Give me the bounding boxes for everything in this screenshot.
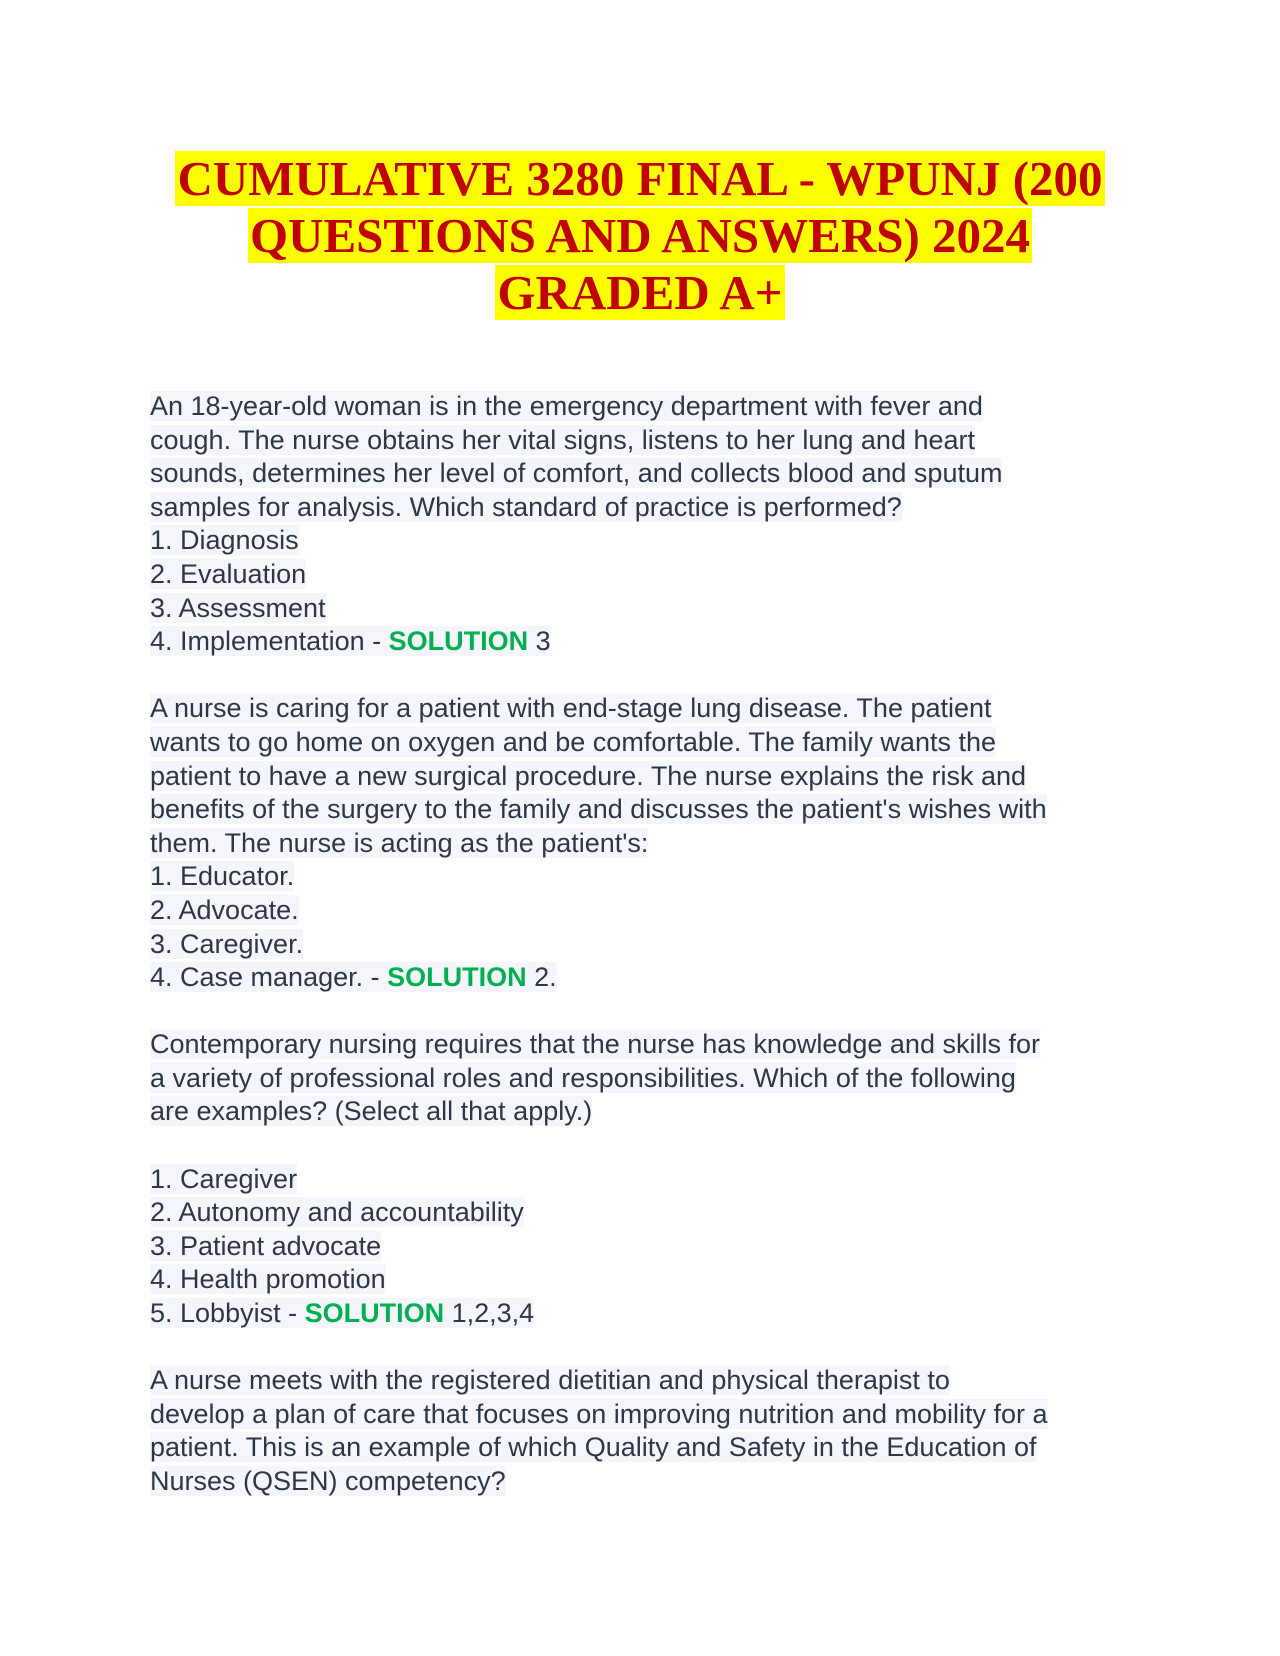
question-2-stem-line: A nurse is caring for a patient with end-stage lung disease. The patient [150,693,992,724]
document-body [150,390,1150,1499]
question-1-stem-line: An 18-year-old woman is in the emergency department with fever and [150,391,983,421]
question-3-stem-line: are examples? (Select all that apply.) [150,1096,593,1127]
question-2-stem-line: benefits of the surgery to the family and discusses the patient's wishes with [150,794,1047,825]
question-3-option: 3. Patient advocate [150,1230,382,1261]
question-3-option: 1. Caregiver [150,1163,298,1194]
question-4-stem-line: develop a plan of care that focuses on improving nutrition and mobility for a [150,1398,1048,1429]
question-3-stem-line: a variety of professional roles and responsibilities. Which of the following [150,1062,1016,1093]
question-2-stem-line: wants to go home on oxygen and be comfortable. The family wants the [150,726,996,757]
question-1-last-option: 4. Implementation - [150,626,389,657]
question-1-stem-line: sounds, determines her level of comfort, and collects blood and sputum [150,458,1003,489]
question-2-stem-line: patient to have a new surgical procedure. The nurse explains the risk and [150,760,1027,791]
question-1-option: 3. Assessment [150,592,326,623]
question-2-answer: 2. [526,962,557,993]
question-3 [150,1028,1150,1330]
question-2-option: 2. Advocate. [150,894,299,925]
title-line-3: GRADED A+ [497,265,783,320]
question-4-stem-line: A nurse meets with the registered dietitian and physical therapist to [150,1365,950,1396]
question-1 [150,390,1150,659]
question-1-stem-line: samples for analysis. Which standard of practice is performed? [150,491,902,522]
question-2-option: 3. Caregiver. [150,928,304,959]
solution-label: SOLUTION [387,962,527,993]
question-2 [150,692,1150,994]
question-1-stem-line: cough. The nurse obtains her vital signs, listens to her lung and heart [150,424,976,455]
title-line-2: QUESTIONS AND ANSWERS) 2024 [249,208,1031,263]
question-2-answer-line [150,962,557,992]
question-1-answer: 3 [528,626,551,657]
question-2-option: 1. Educator. [150,861,295,892]
question-2-stem-line: them. The nurse is acting as the patient's: [150,827,649,858]
question-3-option: 2. Autonomy and accountability [150,1197,524,1228]
solution-label: SOLUTION [304,1298,445,1329]
question-1-option: 1. Diagnosis [150,525,299,556]
question-3-stem-line: Contemporary nursing requires that the nurse has knowledge and skills for [150,1029,1040,1060]
question-3-last-option: 5. Lobbyist - [150,1298,305,1329]
question-3-answer-line [150,1298,534,1328]
question-2-last-option: 4. Case manager. - [150,962,388,993]
question-3-option: 4. Health promotion [150,1264,386,1295]
question-1-option: 2. Evaluation [150,558,307,589]
question-3-answer: 1,2,3,4 [444,1298,535,1329]
question-1-answer-line [150,626,551,656]
title-line-1: CUMULATIVE 3280 FINAL - WPUNJ (200 [177,151,1103,206]
document-title [140,150,1140,321]
question-4-stem-line: Nurses (QSEN) competency? [150,1466,506,1496]
question-4 [150,1364,1150,1498]
solution-label: SOLUTION [388,626,529,657]
question-4-stem-line: patient. This is an example of which Quality and Safety in the Education of [150,1432,1037,1463]
